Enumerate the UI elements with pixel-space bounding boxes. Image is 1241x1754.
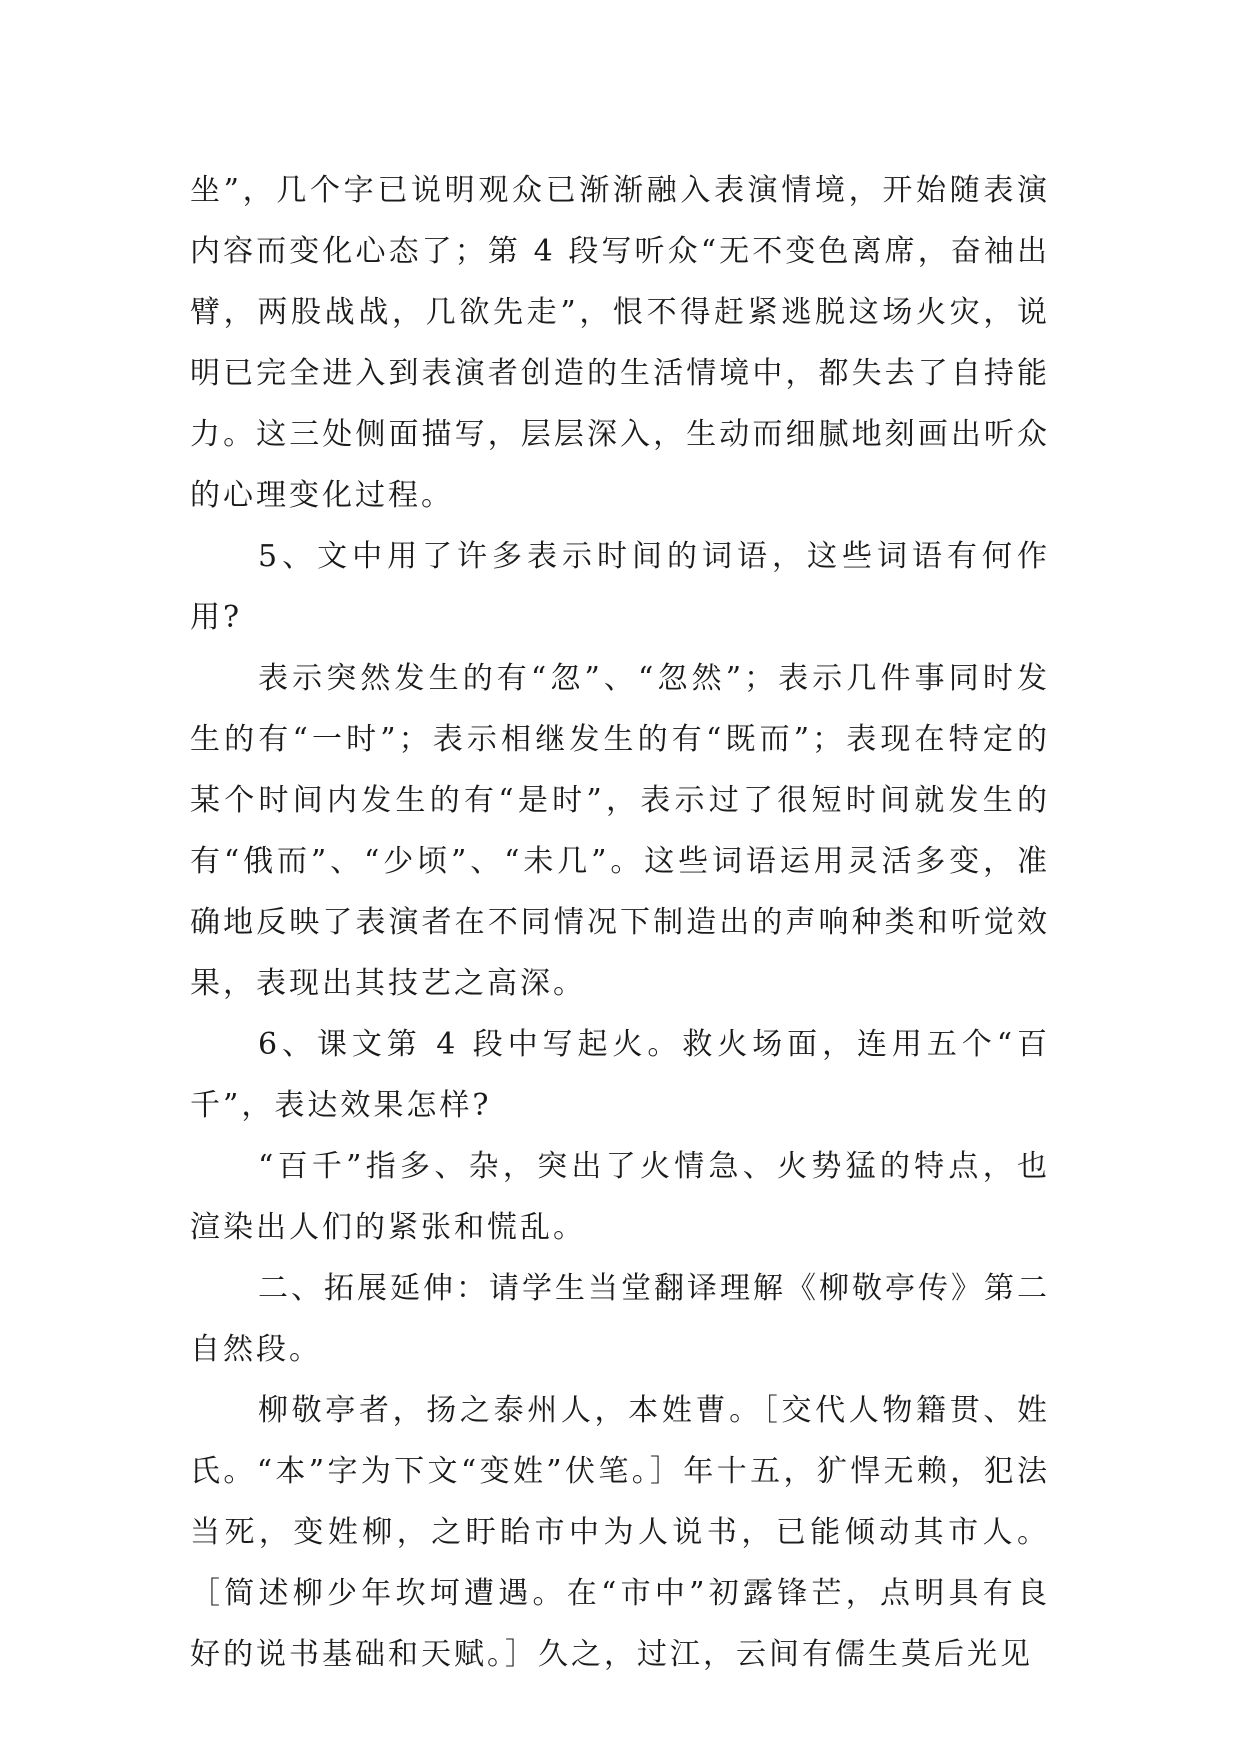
answer-5: 表示突然发生的有“忽”、“忽然”；表示几件事同时发生的有“一时”；表示相继发生的有“既而”；表现在特定的某个时间内发生的有“是时”，表示过了很短时间就发生的有“俄而”、“少顷”、“未几”。这些词语运用灵活多变，准确地反映了表演者在不同情况下制造出的声响种类和听觉效果，表现出其技艺之高深。 <box>190 661 1050 1001</box>
liu-jingting-passage: 柳敬亭者，扬之泰州人，本姓曹。［交代人物籍贯、姓氏。“本”字为下文“变姓”伏笔。］年十五，犷悍无赖，犯法当死，变姓柳，之盱眙市中为人说书，已能倾动其市人。［简述柳少年坎坷遭遇。在“市中”初露锋芒，点明具有良好的说书基础和天赋。］久之，过江，云间有儒生莫后光见 <box>190 1393 1050 1672</box>
question-6: 6、课文第 4 段中写起火。救火场面，连用五个“百千”，表达效果怎样? <box>190 1027 1050 1123</box>
answer-6: “百千”指多、杂，突出了火情急、火势猛的特点，也渲染出人们的紧张和慌乱。 <box>190 1149 1050 1245</box>
question-5: 5、文中用了许多表示时间的词语，这些词语有何作用? <box>190 539 1050 635</box>
paragraph-audience-reaction: 坐”，几个字已说明观众已渐渐融入表演情境，开始随表演内容而变化心态了；第 4 段写听众“无不变色离席，奋袖出臂，两股战战，几欲先走”，恨不得赶紧逃脱这场火灾，说明已完全进入到表演者创造的生活情境中，都失去了自持能力。这三处侧面描写，层层深入，生动而细腻地刻画出听众的心理变化过程。 <box>190 173 1050 513</box>
section-extension-heading: 二、拓展延伸：请学生当堂翻译理解《柳敬亭传》第二自然段。 <box>190 1271 1050 1367</box>
body-text <box>190 160 1050 1685</box>
